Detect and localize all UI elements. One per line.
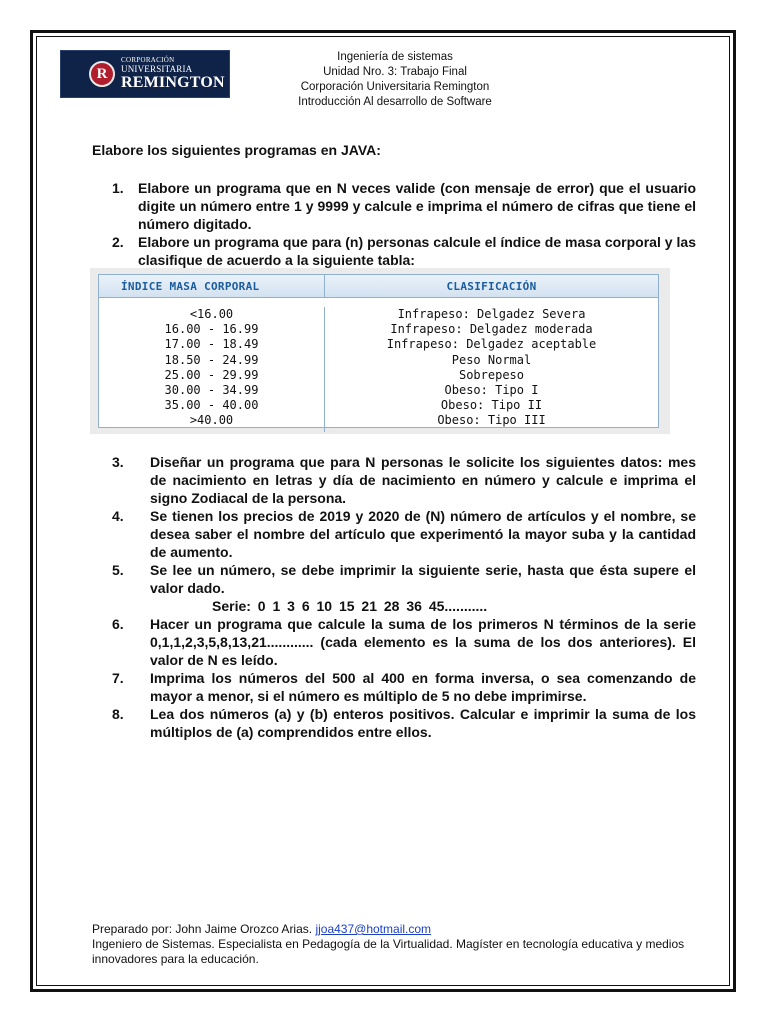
bmi-header-index: ÍNDICE MASA CORPORAL [99,275,325,297]
exercise-number: 5. [112,562,124,578]
bmi-table [98,274,659,428]
bmi-header-classification: CLASIFICACIÓN [446,279,537,293]
header-line: Ingeniería de sistemas [337,51,453,63]
exercise-number: 6. [112,616,124,632]
exercise-item [112,453,696,507]
bmi-class-cell: Infrapeso: Delgadez Severa [397,307,586,321]
bmi-class-cell: Obeso: Tipo II [440,398,543,413]
bmi-range-cell: <16.00 [189,307,234,321]
bmi-range-column [99,307,325,432]
author-email-link[interactable]: jjoa437@hotmail.com [315,922,432,936]
header-line: Introducción Al desarrollo de Software [298,96,492,108]
exercise-number: 7. [112,670,124,686]
logo-line-2: UNIVERSITARIA [121,64,193,74]
logo-seal-icon: R [89,61,115,87]
bmi-range-cell: 18.50 - 24.99 [164,352,259,367]
exercise-item [112,507,696,561]
exercise-list-a [112,179,696,269]
bmi-range-cell: 30.00 - 34.99 [164,383,259,398]
bmi-class-cell: Obeso: Tipo III [437,413,546,428]
logo-text [121,57,225,91]
footer-prepared-by: Preparado por: John Jaime Orozco Arias. [92,922,316,936]
header-line: Corporación Universitaria Remington [300,81,490,93]
bmi-range-cell: 35.00 - 40.00 [164,398,259,413]
exercise-number: 3. [112,454,124,470]
bmi-range-cell: 17.00 - 18.49 [164,337,259,352]
header-line: Unidad Nro. 3: Trabajo Final [323,66,467,78]
bmi-class-cell: Obeso: Tipo I [444,383,539,398]
exercise-item [112,669,696,705]
bmi-range-cell: 16.00 - 16.99 [164,322,259,337]
logo-line-1: CORPORACIÓN [121,56,175,64]
exercise-list-b [112,453,696,741]
assignment-intro: Elabore los siguientes programas en JAVA: [92,142,381,158]
logo-line-3: REMINGTON [121,74,225,91]
document-header [250,50,540,110]
university-logo [60,50,230,98]
bmi-class-cell: Infrapeso: Delgadez aceptable [386,337,597,352]
series-example: Serie: 0 1 3 6 10 15 21 28 36 45........... [212,598,488,614]
bmi-class-cell: Infrapeso: Delgadez moderada [390,322,593,337]
exercise-text: Imprima los números del 500 al 400 en forma inversa, o sea comenzando de mayor a menor, si el número es múltiplo de 5 no debe imprimirse. [150,670,696,704]
exercise-number: 8. [112,706,124,722]
bmi-table-image [90,268,670,434]
exercise-text: Elabore un programa que en N veces valide (con mensaje de error) que el usuario digite un número entre 1 y 9999 y calcule e imprima el número de cifras que tiene el número digitado. [138,180,696,232]
bmi-class-cell: Peso Normal [451,352,532,367]
bmi-class-cell: Sobrepeso [458,367,525,382]
exercise-text: Se tienen los precios de 2019 y 2020 de (N) número de artículos y el nombre, se desea saber el nombre del artículo que experimentó la mayor suba y la cantidad de aumento. [150,508,696,560]
footer-credentials: Ingeniero de Sistemas. Especialista en Pedagogía de la Virtualidad. Magíster en tecnología educativa y medios innovadores para la educación. [92,937,685,966]
exercise-text: Hacer un programa que calcule la suma de los primeros N términos de la serie 0,1,1,2,3,5,8,13,21............ (cada elemento es la suma de los dos anteriores). El valor de N es leído. [150,616,696,668]
exercise-text: Se lee un número, se debe imprimir la siguiente serie, hasta que ésta supere el valor dado. [150,562,696,596]
exercise-item [112,705,696,741]
bmi-table-header [99,275,658,298]
exercise-text: Lea dos números (a) y (b) enteros positivos. Calcular e imprimir la suma de los múltiplos de (a) comprendidos entre ellos. [150,706,696,740]
exercise-item [112,233,696,269]
bmi-range-cell: >40.00 [189,413,234,428]
bmi-table-body [99,298,658,432]
bmi-class-column [325,307,658,432]
exercise-item [112,615,696,669]
exercise-item [112,179,696,233]
exercise-text: Elabore un programa que para (n) personas calcule el índice de masa corporal y las clasifique de acuerdo a la siguiente tabla: [138,234,696,268]
exercise-number: 4. [112,508,124,524]
footer-author-line [92,922,692,937]
document-footer [92,922,692,967]
bmi-range-cell: 25.00 - 29.99 [164,367,259,382]
exercise-item [112,561,696,597]
exercise-text: Diseñar un programa que para N personas le solicite los siguientes datos: mes de nacimiento en letras y día de nacimiento en número y calcule e imprima el signo Zodiacal de la persona. [150,454,696,506]
exercise-number: 2. [112,234,124,250]
exercise-number: 1. [112,180,124,196]
